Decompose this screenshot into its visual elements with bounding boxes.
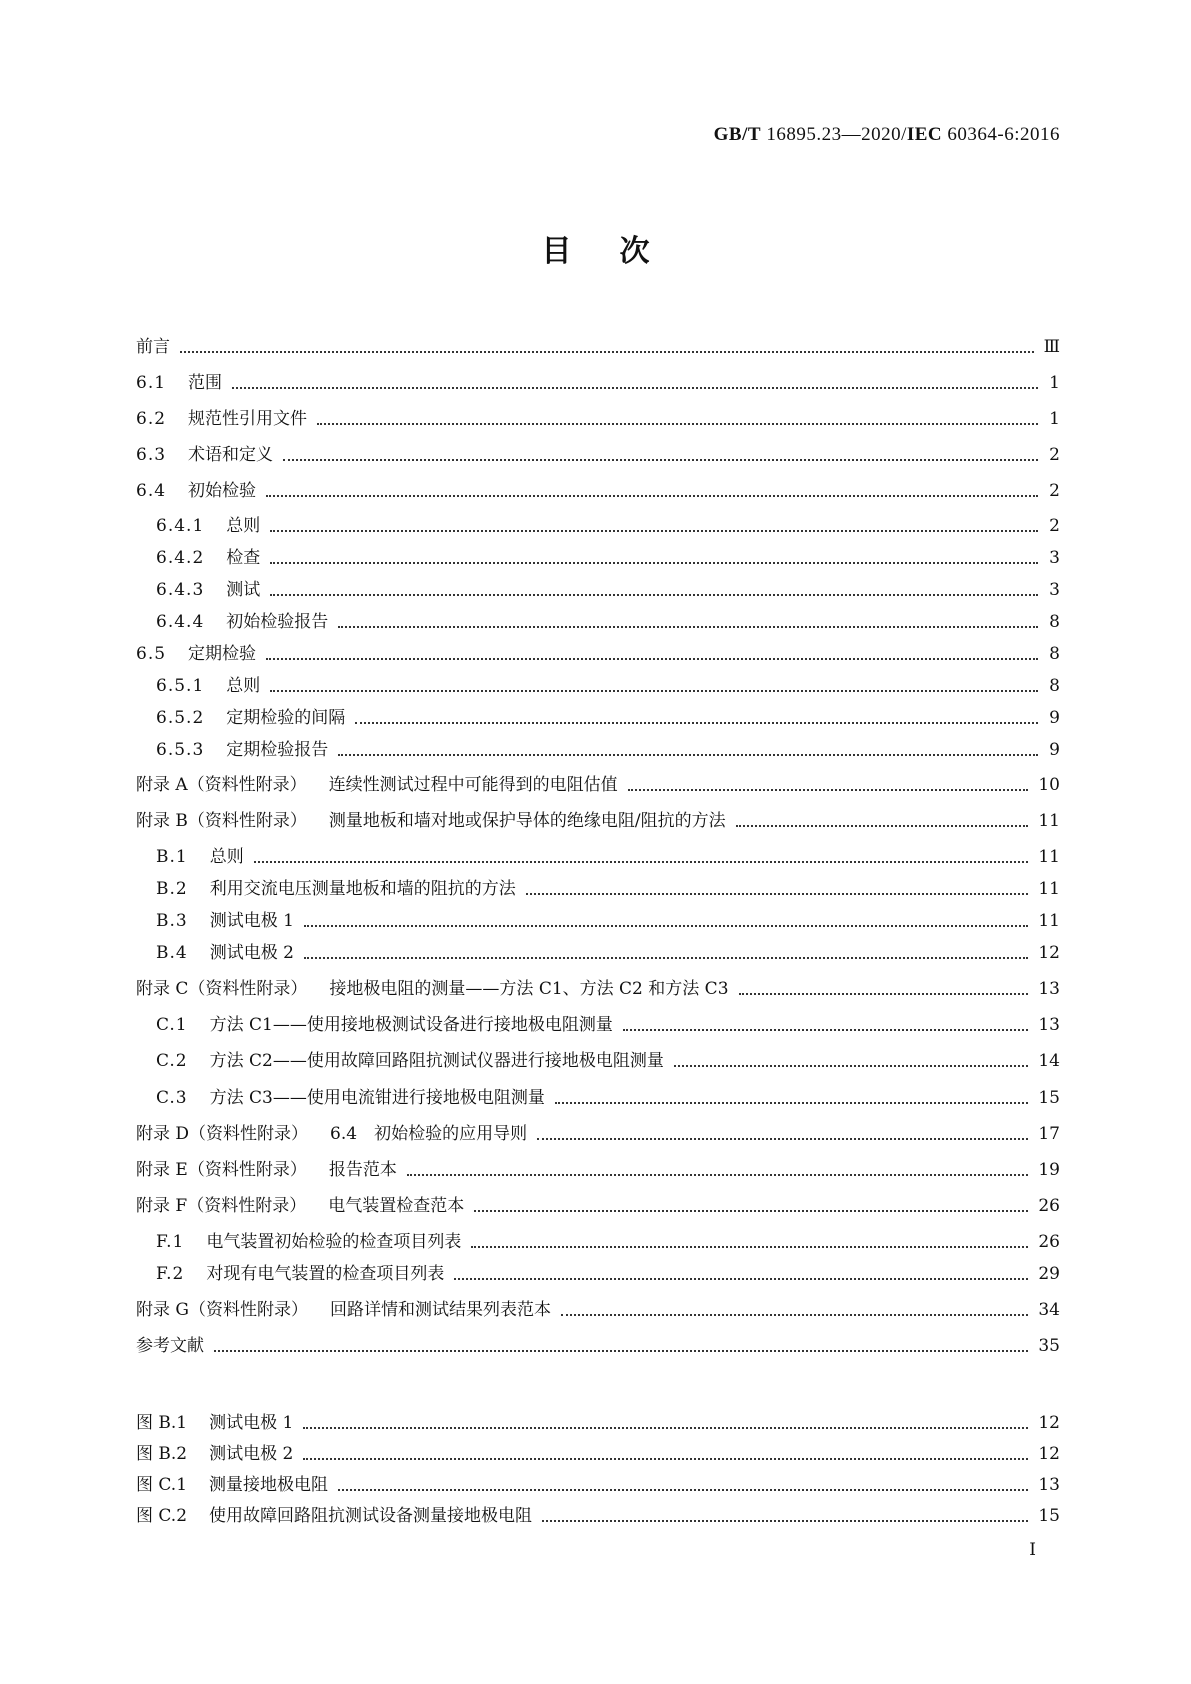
toc-label: 总则 xyxy=(226,676,261,696)
toc-number: C.3 xyxy=(156,1088,188,1108)
toc-entry-c-3[interactable] xyxy=(136,1085,1060,1109)
toc-entry-annex-e[interactable] xyxy=(136,1157,1060,1181)
toc-leader xyxy=(338,611,1038,633)
iec-prefix: IEC xyxy=(906,124,943,145)
toc-leader xyxy=(270,675,1038,697)
toc-label: 测量接地极电阻 xyxy=(209,1475,329,1495)
toc-number: 6.5.1 xyxy=(156,676,205,696)
toc-page: 13 xyxy=(1038,1015,1060,1035)
toc-page: 29 xyxy=(1038,1264,1060,1284)
toc-leader xyxy=(454,1263,1028,1285)
toc-leader xyxy=(214,1335,1028,1357)
toc-number: 图 B.2 xyxy=(136,1444,188,1464)
toc-entry-6-5-3[interactable] xyxy=(136,737,1060,761)
toc-number: 6.4.2 xyxy=(156,548,205,568)
toc-leader xyxy=(623,1014,1029,1036)
toc-leader xyxy=(304,910,1028,932)
toc-label: 对现有电气装置的检查项目列表 xyxy=(206,1264,445,1284)
toc-number: 6.3 xyxy=(136,445,167,465)
toc-entry-6-4[interactable] xyxy=(136,478,1060,502)
toc-leader xyxy=(355,707,1038,729)
toc-number: B.3 xyxy=(156,911,188,931)
toc-entry-6-4-2[interactable] xyxy=(136,545,1060,569)
toc-page: 8 xyxy=(1049,676,1060,696)
toc-label: 总则 xyxy=(226,516,261,536)
toc-leader xyxy=(180,336,1034,358)
toc-label: 前言 xyxy=(136,337,170,357)
toc-leader xyxy=(474,1195,1028,1217)
toc-page: 2 xyxy=(1049,445,1060,465)
toc-entry-6-5-1[interactable] xyxy=(136,673,1060,697)
toc-number: 6.4 xyxy=(136,481,167,501)
toc-number: 附录 G（资料性附录） xyxy=(136,1300,308,1320)
toc-entry-6-5-2[interactable] xyxy=(136,705,1060,729)
toc-page: 15 xyxy=(1038,1506,1060,1526)
toc-number: 6.5.3 xyxy=(156,740,205,760)
toc-label: 总则 xyxy=(209,847,244,867)
toc-number: 图 B.1 xyxy=(136,1413,188,1433)
toc-entry-f-1[interactable] xyxy=(136,1229,1060,1253)
toc-page: 1 xyxy=(1049,373,1060,393)
iec-number: 60364-6:2016 xyxy=(942,124,1060,145)
toc-leader xyxy=(303,1412,1028,1434)
toc-label: 测试电极 1 xyxy=(209,1413,294,1433)
toc-number: 附录 F（资料性附录） xyxy=(136,1196,307,1216)
toc-entry-6-1[interactable] xyxy=(136,370,1060,394)
toc-entry-annex-d[interactable] xyxy=(136,1121,1060,1145)
toc-number: 附录 B（资料性附录） xyxy=(136,811,307,831)
toc-number: B.1 xyxy=(156,847,188,867)
toc-leader xyxy=(266,480,1038,502)
toc-label: 方法 C3——使用电流钳进行接地极电阻测量 xyxy=(209,1088,545,1108)
toc-entry-f-2[interactable] xyxy=(136,1261,1060,1285)
toc-page: 11 xyxy=(1038,879,1060,899)
toc-entry-b-4[interactable] xyxy=(136,940,1060,964)
toc-leader xyxy=(674,1050,1029,1072)
toc-number: B.2 xyxy=(156,879,188,899)
toc-leader xyxy=(270,515,1038,537)
toc-entry-figure-c-2[interactable] xyxy=(136,1503,1060,1527)
toc-leader xyxy=(526,878,1029,900)
toc-page: 14 xyxy=(1038,1051,1060,1071)
toc-leader xyxy=(266,643,1038,665)
toc-leader xyxy=(555,1087,1029,1109)
toc-page: 8 xyxy=(1049,612,1060,632)
toc-label: 测试电极 2 xyxy=(209,1444,294,1464)
toc-page: 11 xyxy=(1038,847,1060,867)
std-number: 16895.23—2020/ xyxy=(761,124,907,145)
toc-number: C.2 xyxy=(156,1051,188,1071)
toc-entry-foreword[interactable] xyxy=(136,334,1060,358)
toc-label: 术语和定义 xyxy=(188,445,274,465)
page-number: I xyxy=(1029,1540,1036,1560)
toc-number: 6.5.2 xyxy=(156,708,205,728)
toc-label: 测试电极 2 xyxy=(209,943,294,963)
toc-label: 使用故障回路阻抗测试设备测量接地极电阻 xyxy=(209,1506,533,1526)
toc-leader xyxy=(537,1123,1028,1145)
toc-leader xyxy=(561,1299,1028,1321)
toc-page: 12 xyxy=(1038,1413,1060,1433)
toc-label: 方法 C2——使用故障回路阻抗测试仪器进行接地极电阻测量 xyxy=(209,1051,664,1071)
toc-page: 15 xyxy=(1038,1088,1060,1108)
toc-number: 附录 C（资料性附录） xyxy=(136,979,308,999)
toc-page: 13 xyxy=(1038,1475,1060,1495)
toc-page: 35 xyxy=(1038,1336,1060,1356)
toc-entry-figure-b-2[interactable] xyxy=(136,1441,1060,1465)
toc-entry-6-2[interactable] xyxy=(136,406,1060,430)
toc-entry-6-5[interactable] xyxy=(136,641,1060,665)
toc-entry-annex-g[interactable] xyxy=(136,1297,1060,1321)
toc-entry-6-4-3[interactable] xyxy=(136,577,1060,601)
toc-page: 13 xyxy=(1038,979,1060,999)
toc-entry-6-3[interactable] xyxy=(136,442,1060,466)
toc-page: 2 xyxy=(1049,481,1060,501)
title-char-1: 目 xyxy=(541,234,572,269)
toc-leader xyxy=(628,774,1029,796)
toc-label: 初始检验 xyxy=(188,481,257,501)
toc-label: 测试 xyxy=(226,580,261,600)
toc-number: 6.4.4 xyxy=(156,612,205,632)
toc-leader xyxy=(471,1231,1028,1253)
toc-entry-bibliography[interactable] xyxy=(136,1333,1060,1357)
std-prefix: GB/T xyxy=(713,124,762,145)
toc-label: 电气装置初始检验的检查项目列表 xyxy=(206,1232,462,1252)
toc-page: 3 xyxy=(1049,580,1060,600)
toc-number: 6.4.1 xyxy=(156,516,205,536)
toc-page: 2 xyxy=(1049,516,1060,536)
toc-leader xyxy=(338,1474,1028,1496)
toc-leader xyxy=(739,978,1029,1000)
toc-page: 12 xyxy=(1038,1444,1060,1464)
toc-number: 图 C.2 xyxy=(136,1506,188,1526)
toc-label: 利用交流电压测量地板和墙的阻抗的方法 xyxy=(209,879,516,899)
toc-label: 定期检验的间隔 xyxy=(226,708,346,728)
toc-label: 回路详情和测试结果列表范本 xyxy=(329,1300,551,1320)
toc-label: 报告范本 xyxy=(328,1160,397,1180)
toc-number: C.1 xyxy=(156,1015,188,1035)
toc-number: 附录 A（资料性附录） xyxy=(136,775,307,795)
toc-page: 19 xyxy=(1038,1160,1060,1180)
toc-page: 9 xyxy=(1049,708,1060,728)
toc-label: 连续性测试过程中可能得到的电阻估值 xyxy=(328,775,618,795)
toc-entry-6-4-4[interactable] xyxy=(136,609,1060,633)
toc-entry-b-3[interactable] xyxy=(136,908,1060,932)
toc-leader xyxy=(270,579,1038,601)
toc-label: 方法 C1——使用接地极测试设备进行接地极电阻测量 xyxy=(209,1015,613,1035)
toc-entry-annex-c[interactable] xyxy=(136,976,1060,1000)
standard-code xyxy=(0,124,1060,146)
toc-page: 1 xyxy=(1049,409,1060,429)
toc-leader xyxy=(232,372,1038,394)
toc-entry-annex-f[interactable] xyxy=(136,1193,1060,1217)
toc-page: 11 xyxy=(1038,811,1060,831)
toc-label: 接地极电阻的测量——方法 C1、方法 C2 和方法 C3 xyxy=(329,979,729,999)
toc-number: F.1 xyxy=(156,1232,185,1252)
toc-page: Ⅲ xyxy=(1043,337,1060,357)
toc-leader xyxy=(270,547,1038,569)
toc-number: 6.1 xyxy=(136,373,167,393)
toc-number: 附录 D（资料性附录） xyxy=(136,1124,309,1144)
toc-entry-c-1[interactable] xyxy=(136,1012,1060,1036)
toc-label: 参考文献 xyxy=(136,1336,204,1356)
toc-entry-figure-b-1[interactable] xyxy=(136,1410,1060,1434)
toc-entry-b-2[interactable] xyxy=(136,876,1060,900)
toc-label: 定期检验报告 xyxy=(226,740,329,760)
toc-page: 10 xyxy=(1038,775,1060,795)
toc-leader xyxy=(317,408,1038,430)
toc-label: 电气装置检查范本 xyxy=(328,1196,465,1216)
toc-page: 3 xyxy=(1049,548,1060,568)
toc-number: 6.4.3 xyxy=(156,580,205,600)
toc-leader xyxy=(736,810,1029,832)
toc-page: 12 xyxy=(1038,943,1060,963)
toc-entry-figure-c-1[interactable] xyxy=(136,1472,1060,1496)
toc-label: 定期检验 xyxy=(188,644,257,664)
toc-page: 8 xyxy=(1049,644,1060,664)
toc-label: 6.4 初始检验的应用导则 xyxy=(330,1124,528,1144)
toc-page: 11 xyxy=(1038,911,1060,931)
toc-page: 17 xyxy=(1038,1124,1060,1144)
toc-number: 6.2 xyxy=(136,409,167,429)
toc-entry-6-4-1[interactable] xyxy=(136,513,1060,537)
toc-label: 规范性引用文件 xyxy=(188,409,308,429)
toc-number: F.2 xyxy=(156,1264,185,1284)
toc-number: 附录 E（资料性附录） xyxy=(136,1160,307,1180)
toc-leader xyxy=(542,1505,1028,1527)
toc-number: 6.5 xyxy=(136,644,167,664)
toc-leader xyxy=(254,846,1029,868)
toc-label: 测量地板和墙对地或保护导体的绝缘电阻/阻抗的方法 xyxy=(328,811,726,831)
toc-number: B.4 xyxy=(156,943,188,963)
toc-leader xyxy=(283,444,1038,466)
toc-number: 图 C.1 xyxy=(136,1475,188,1495)
toc-entry-annex-b[interactable] xyxy=(136,808,1060,832)
toc-page: 26 xyxy=(1038,1232,1060,1252)
toc-entry-annex-a[interactable] xyxy=(136,772,1060,796)
toc-entry-c-2[interactable] xyxy=(136,1048,1060,1072)
toc-leader xyxy=(407,1159,1029,1181)
toc-page: 9 xyxy=(1049,740,1060,760)
toc-label: 范围 xyxy=(188,373,223,393)
toc-label: 检查 xyxy=(226,548,261,568)
page-title xyxy=(0,226,1191,270)
toc-label: 测试电极 1 xyxy=(209,911,294,931)
toc-page: 26 xyxy=(1038,1196,1060,1216)
toc-page: 34 xyxy=(1038,1300,1060,1320)
toc-leader xyxy=(338,739,1038,761)
toc-label: 初始检验报告 xyxy=(226,612,329,632)
toc-entry-b-1[interactable] xyxy=(136,844,1060,868)
title-char-2: 次 xyxy=(619,234,650,269)
toc-leader xyxy=(304,942,1028,964)
toc-leader xyxy=(303,1443,1028,1465)
